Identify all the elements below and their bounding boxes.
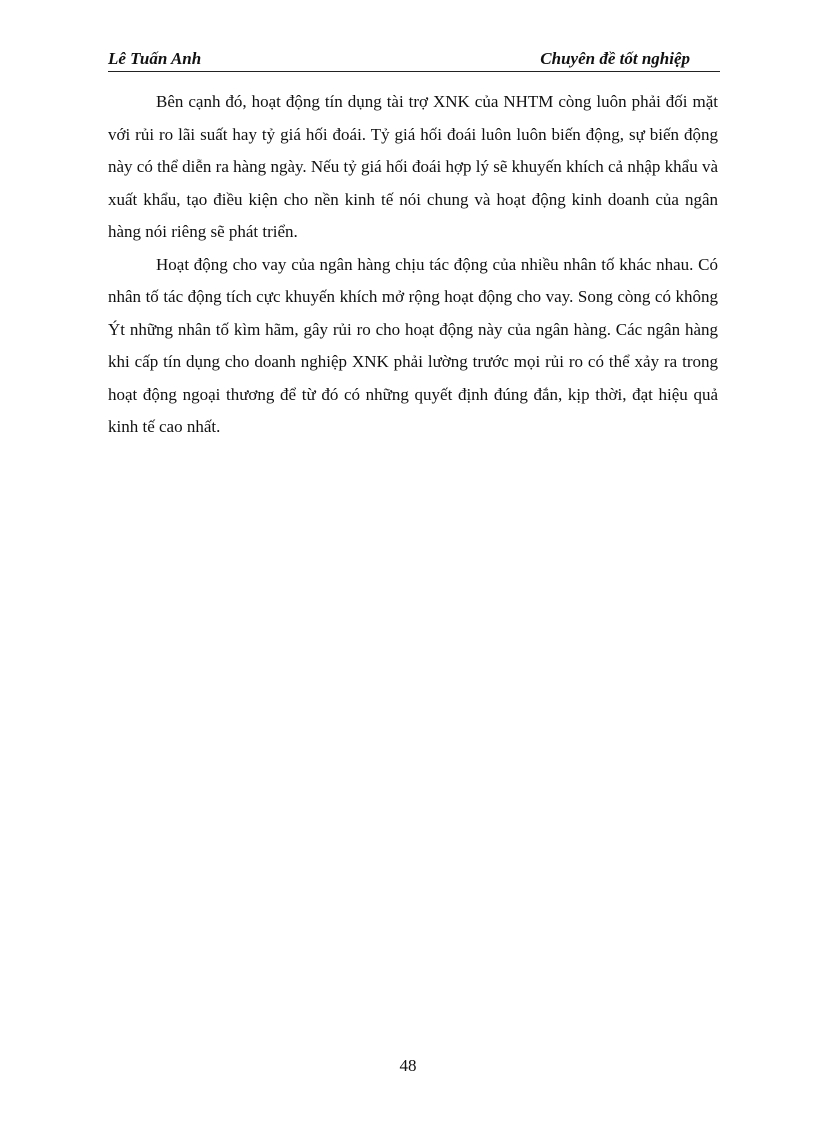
body-text [108, 86, 718, 444]
header-title: Chuyên đề tốt nghiệp [540, 49, 690, 68]
header-author: Lê Tuấn Anh [108, 49, 202, 68]
page-header [108, 49, 720, 72]
page-number: 48 [399, 1056, 417, 1075]
paragraph-2: Hoạt động cho vay của ngân hàng chịu tác động của nhiều nhân tố khác nhau. Có nhân tố tác động tích cực khuyến khích mở rộng hoạt động cho vay. Song còng có không Ýt những nhân tố kìm hãm, gây rủi ro cho hoạt động này của ngân hàng. Các ngân hàng khi cấp tín dụng cho doanh nghiệp XNK phải lường trước mọi rủi ro có thể xảy ra trong hoạt động ngoại thương để từ đó có những quyết định đúng đắn, kịp thời, đạt hiệu quả kinh tế cao nhất. [108, 254, 718, 436]
paragraph-1: Bên cạnh đó, hoạt động tín dụng tài trợ XNK của NHTM còng luôn phải đối mặt với rủi ro lãi suất hay tỷ giá hối đoái. Tỷ giá hối đoái luôn luôn biến động, sự biến động này có thể diễn ra hàng ngày. Nếu tỷ giá hối đoái hợp lý sẽ khuyến khích cả nhập khẩu và xuất khẩu, tạo điều kiện cho nền kinh tế nói chung và hoạt động kinh doanh của ngân hàng nói riêng sẽ phát triển. [108, 92, 718, 241]
